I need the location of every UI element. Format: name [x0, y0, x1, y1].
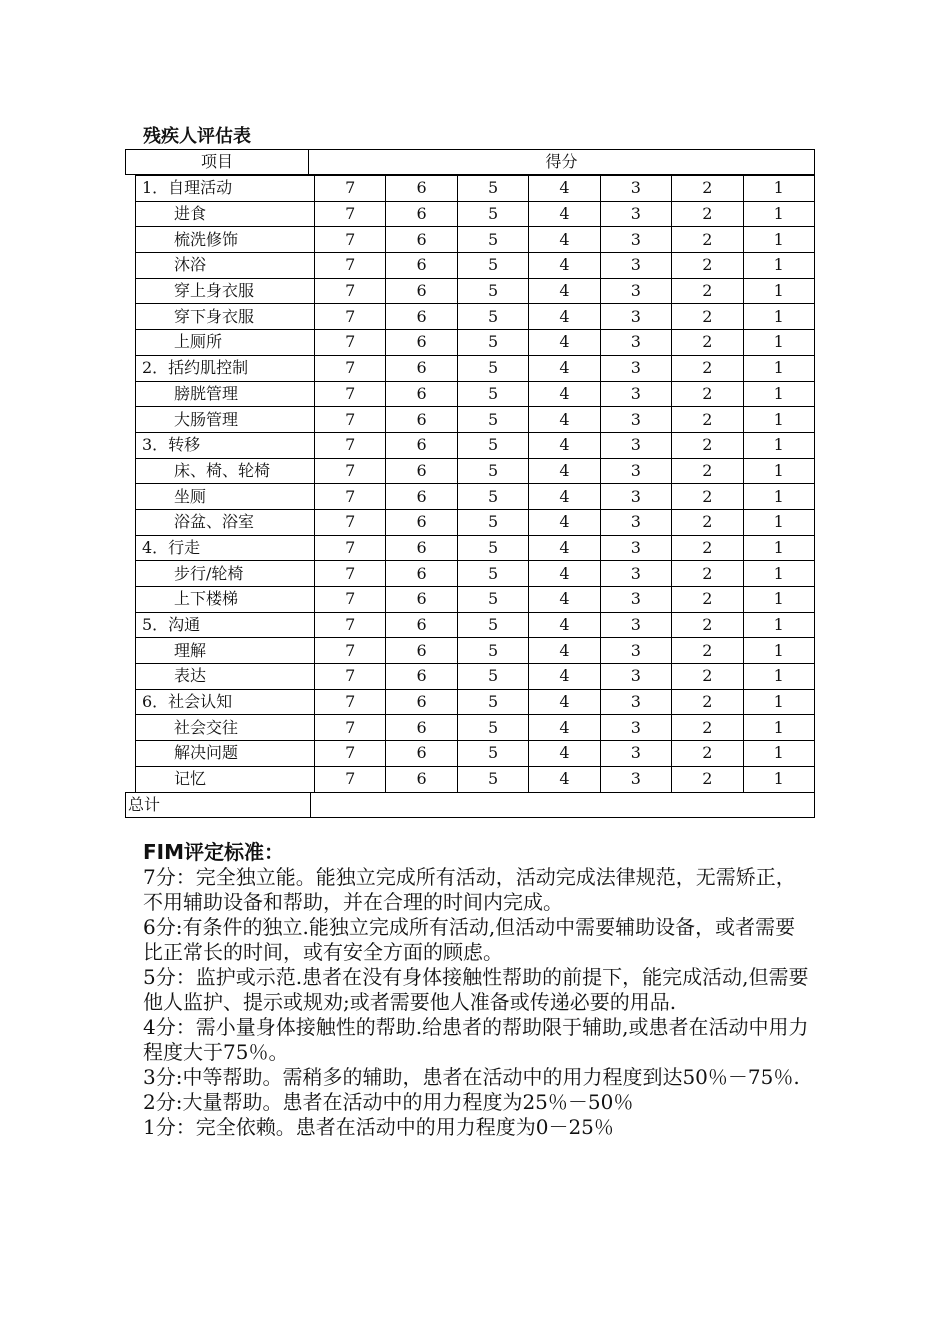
page-title: 残疾人评估表: [143, 126, 251, 147]
score-cell: 7: [315, 278, 386, 304]
score-cell: 6: [386, 330, 457, 356]
score-cell: 5: [457, 741, 528, 767]
row-label: 膀胱管理: [136, 381, 315, 407]
score-cell: 4: [529, 227, 600, 253]
score-cell: 1: [743, 432, 814, 458]
score-cell: 1: [743, 355, 814, 381]
table-header: [125, 149, 815, 175]
score-cell: 4: [529, 176, 600, 202]
row-label: 3．转移: [136, 432, 315, 458]
criteria-line: 2分:大量帮助。患者在活动中的用力程度为25％－50％: [143, 1090, 634, 1114]
score-cell: 5: [457, 509, 528, 535]
score-cell: 5: [457, 612, 528, 638]
score-cell: 7: [315, 561, 386, 587]
score-cell: 1: [743, 176, 814, 202]
score-cell: 5: [457, 355, 528, 381]
score-cell: 3: [600, 638, 671, 664]
score-cell: 2: [672, 304, 743, 330]
score-cell: 4: [529, 561, 600, 587]
row-label: 6．社会认知: [136, 689, 315, 715]
criteria-line: 4分：需小量身体接触性的帮助.给患者的帮助限于辅助,或患者在活动中用力程度大于75％。: [143, 1015, 809, 1064]
score-cell: 2: [672, 253, 743, 279]
table-row: [136, 381, 815, 407]
row-label: 5．沟通: [136, 612, 315, 638]
score-cell: 3: [600, 278, 671, 304]
table-row: [136, 484, 815, 510]
score-cell: 5: [457, 278, 528, 304]
score-cell: 7: [315, 227, 386, 253]
row-label: 上下楼梯: [136, 587, 315, 613]
score-cell: 4: [529, 715, 600, 741]
row-label: 理解: [136, 638, 315, 664]
score-cell: 2: [672, 458, 743, 484]
score-cell: 4: [529, 407, 600, 433]
score-cell: 4: [529, 432, 600, 458]
score-cell: 6: [386, 509, 457, 535]
score-cell: 5: [457, 587, 528, 613]
score-cell: 2: [672, 227, 743, 253]
score-cell: 4: [529, 638, 600, 664]
table-row: [136, 715, 815, 741]
row-label: 1．自理活动: [136, 176, 315, 202]
table-row: [136, 304, 815, 330]
score-cell: 7: [315, 484, 386, 510]
score-cell: 3: [600, 509, 671, 535]
score-cell: 6: [386, 176, 457, 202]
criteria-line: 3分:中等帮助。需稍多的辅助，患者在活动中的用力程度到达50％－75％.: [143, 1065, 800, 1089]
score-cell: 4: [529, 664, 600, 690]
total-label: 总计: [126, 793, 311, 818]
score-cell: 2: [672, 766, 743, 792]
row-label: 坐厕: [136, 484, 315, 510]
score-cell: 6: [386, 278, 457, 304]
score-cell: 4: [529, 587, 600, 613]
table-row: [136, 330, 815, 356]
score-cell: 7: [315, 201, 386, 227]
table-row: [136, 407, 815, 433]
row-label: 梳洗修饰: [136, 227, 315, 253]
row-label: 步行/轮椅: [136, 561, 315, 587]
score-cell: 7: [315, 509, 386, 535]
row-label: 穿下身衣服: [136, 304, 315, 330]
score-cell: 6: [386, 227, 457, 253]
score-cell: 2: [672, 664, 743, 690]
score-cell: 6: [386, 304, 457, 330]
score-cell: 2: [672, 741, 743, 767]
score-cell: 3: [600, 689, 671, 715]
score-cell: 4: [529, 330, 600, 356]
score-cell: 6: [386, 355, 457, 381]
score-cell: 7: [315, 535, 386, 561]
score-cell: 6: [386, 561, 457, 587]
score-cell: 3: [600, 304, 671, 330]
score-cell: 2: [672, 330, 743, 356]
score-cell: 4: [529, 612, 600, 638]
row-label: 社会交往: [136, 715, 315, 741]
score-cell: 5: [457, 664, 528, 690]
table-row: [136, 664, 815, 690]
table-row: [136, 253, 815, 279]
score-cell: 6: [386, 535, 457, 561]
score-cell: 4: [529, 741, 600, 767]
score-cell: 6: [386, 741, 457, 767]
row-label: 表达: [136, 664, 315, 690]
table-row: [136, 432, 815, 458]
score-cell: 3: [600, 741, 671, 767]
score-cell: 1: [743, 561, 814, 587]
score-cell: 1: [743, 638, 814, 664]
score-cell: 5: [457, 484, 528, 510]
score-cell: 7: [315, 407, 386, 433]
row-label: 床、椅、轮椅: [136, 458, 315, 484]
score-cell: 7: [315, 381, 386, 407]
table-row: [136, 741, 815, 767]
score-cell: 1: [743, 253, 814, 279]
score-cell: 1: [743, 407, 814, 433]
score-cell: 1: [743, 766, 814, 792]
score-cell: 3: [600, 227, 671, 253]
score-cell: 3: [600, 407, 671, 433]
score-cell: 5: [457, 330, 528, 356]
table-row: [136, 355, 815, 381]
score-cell: 5: [457, 304, 528, 330]
score-cell: 3: [600, 458, 671, 484]
score-cell: 7: [315, 689, 386, 715]
table-row: [136, 587, 815, 613]
row-label: 解决问题: [136, 741, 315, 767]
score-cell: 5: [457, 766, 528, 792]
score-cell: 4: [529, 253, 600, 279]
row-label: 穿上身衣服: [136, 278, 315, 304]
table-row: [136, 509, 815, 535]
score-cell: 7: [315, 176, 386, 202]
score-cell: 5: [457, 535, 528, 561]
row-label: 4．行走: [136, 535, 315, 561]
score-cell: 5: [457, 638, 528, 664]
score-cell: 7: [315, 766, 386, 792]
score-cell: 5: [457, 689, 528, 715]
score-cell: 5: [457, 561, 528, 587]
score-cell: 2: [672, 278, 743, 304]
table-row: [136, 689, 815, 715]
score-cell: 5: [457, 458, 528, 484]
row-label: 进食: [136, 201, 315, 227]
score-cell: 4: [529, 509, 600, 535]
score-cell: 4: [529, 689, 600, 715]
score-cell: 1: [743, 484, 814, 510]
score-cell: 3: [600, 561, 671, 587]
score-cell: 4: [529, 381, 600, 407]
criteria-line: 6分:有条件的独立.能独立完成所有活动,但活动中需要辅助设备，或者需要比正常长的时间，或有安全方面的顾虑。: [143, 915, 796, 964]
score-cell: 5: [457, 253, 528, 279]
criteria-line: 7分：完全独立能。能独立完成所有活动，活动完成法律规范，无需矫正，不用辅助设备和帮助，并在合理的时间内完成。: [143, 865, 796, 914]
score-cell: 3: [600, 484, 671, 510]
criteria-section: [143, 840, 815, 1140]
table-row: [136, 638, 815, 664]
total-value: [311, 793, 815, 818]
score-cell: 3: [600, 381, 671, 407]
criteria-title: FIM评定标准：: [143, 840, 285, 864]
score-cell: 4: [529, 201, 600, 227]
score-cell: 1: [743, 587, 814, 613]
score-cell: 1: [743, 509, 814, 535]
score-cell: 2: [672, 509, 743, 535]
score-cell: 7: [315, 355, 386, 381]
score-cell: 3: [600, 715, 671, 741]
score-cell: 2: [672, 355, 743, 381]
score-cell: 3: [600, 330, 671, 356]
table-row: [136, 201, 815, 227]
score-cell: 7: [315, 587, 386, 613]
score-cell: 5: [457, 381, 528, 407]
score-cell: 6: [386, 587, 457, 613]
score-cell: 1: [743, 201, 814, 227]
score-cell: 1: [743, 458, 814, 484]
score-cell: 6: [386, 253, 457, 279]
score-cell: 2: [672, 201, 743, 227]
header-item: 项目: [126, 150, 309, 175]
table-row: [136, 458, 815, 484]
score-cell: 1: [743, 330, 814, 356]
table-row: [136, 176, 815, 202]
table-row: [136, 766, 815, 792]
score-cell: 2: [672, 176, 743, 202]
score-cell: 2: [672, 561, 743, 587]
score-cell: 7: [315, 458, 386, 484]
score-cell: 1: [743, 741, 814, 767]
score-cell: 2: [672, 484, 743, 510]
score-cell: 6: [386, 381, 457, 407]
score-cell: 3: [600, 201, 671, 227]
table-row: [136, 561, 815, 587]
score-cell: 2: [672, 715, 743, 741]
criteria-line: 5分：监护或示范.患者在没有身体接触性帮助的前提下，能完成活动,但需要他人监护、提示或规劝;或者需要他人准备或传递必要的用品.: [143, 965, 809, 1014]
row-label: 2．括约肌控制: [136, 355, 315, 381]
score-cell: 3: [600, 664, 671, 690]
score-cell: 7: [315, 664, 386, 690]
score-cell: 2: [672, 638, 743, 664]
score-cell: 1: [743, 715, 814, 741]
score-cell: 1: [743, 689, 814, 715]
score-cell: 2: [672, 407, 743, 433]
table-row: [136, 278, 815, 304]
score-cell: 5: [457, 407, 528, 433]
table-row: [136, 535, 815, 561]
score-cell: 1: [743, 535, 814, 561]
score-cell: 1: [743, 664, 814, 690]
score-cell: 3: [600, 766, 671, 792]
score-cell: 7: [315, 432, 386, 458]
score-cell: 6: [386, 612, 457, 638]
score-cell: 1: [743, 278, 814, 304]
score-cell: 3: [600, 355, 671, 381]
header-score: 得分: [309, 150, 815, 175]
score-cell: 7: [315, 612, 386, 638]
score-cell: 6: [386, 766, 457, 792]
score-cell: 6: [386, 407, 457, 433]
score-cell: 7: [315, 330, 386, 356]
score-cell: 3: [600, 535, 671, 561]
score-cell: 4: [529, 484, 600, 510]
score-cell: 1: [743, 612, 814, 638]
score-cell: 6: [386, 201, 457, 227]
score-cell: 6: [386, 432, 457, 458]
score-cell: 1: [743, 381, 814, 407]
score-cell: 3: [600, 587, 671, 613]
score-cell: 4: [529, 355, 600, 381]
score-cell: 5: [457, 432, 528, 458]
score-cell: 3: [600, 253, 671, 279]
score-cell: 4: [529, 766, 600, 792]
score-cell: 5: [457, 176, 528, 202]
score-cell: 7: [315, 304, 386, 330]
score-cell: 6: [386, 458, 457, 484]
table-row: [136, 612, 815, 638]
score-cell: 5: [457, 227, 528, 253]
score-cell: 7: [315, 638, 386, 664]
score-cell: 2: [672, 587, 743, 613]
score-cell: 4: [529, 304, 600, 330]
score-cell: 2: [672, 381, 743, 407]
score-cell: 7: [315, 741, 386, 767]
score-cell: 1: [743, 227, 814, 253]
score-table: [135, 175, 815, 793]
row-label: 记忆: [136, 766, 315, 792]
row-label: 上厕所: [136, 330, 315, 356]
score-cell: 7: [315, 253, 386, 279]
score-cell: 6: [386, 664, 457, 690]
score-cell: 1: [743, 304, 814, 330]
score-cell: 5: [457, 715, 528, 741]
score-cell: 2: [672, 432, 743, 458]
score-cell: 3: [600, 612, 671, 638]
score-cell: 5: [457, 201, 528, 227]
row-label: 浴盆、浴室: [136, 509, 315, 535]
score-cell: 4: [529, 458, 600, 484]
score-cell: 4: [529, 535, 600, 561]
criteria-line: 1分：完全依赖。患者在活动中的用力程度为0－25％: [143, 1115, 614, 1139]
total-row: [125, 792, 815, 818]
table-row: [136, 227, 815, 253]
row-label: 大肠管理: [136, 407, 315, 433]
score-cell: 3: [600, 176, 671, 202]
score-cell: 2: [672, 535, 743, 561]
score-cell: 6: [386, 715, 457, 741]
score-cell: 6: [386, 638, 457, 664]
score-cell: 3: [600, 432, 671, 458]
score-cell: 6: [386, 484, 457, 510]
score-cell: 2: [672, 689, 743, 715]
score-cell: 6: [386, 689, 457, 715]
score-cell: 2: [672, 612, 743, 638]
score-cell: 4: [529, 278, 600, 304]
score-cell: 7: [315, 715, 386, 741]
row-label: 沐浴: [136, 253, 315, 279]
